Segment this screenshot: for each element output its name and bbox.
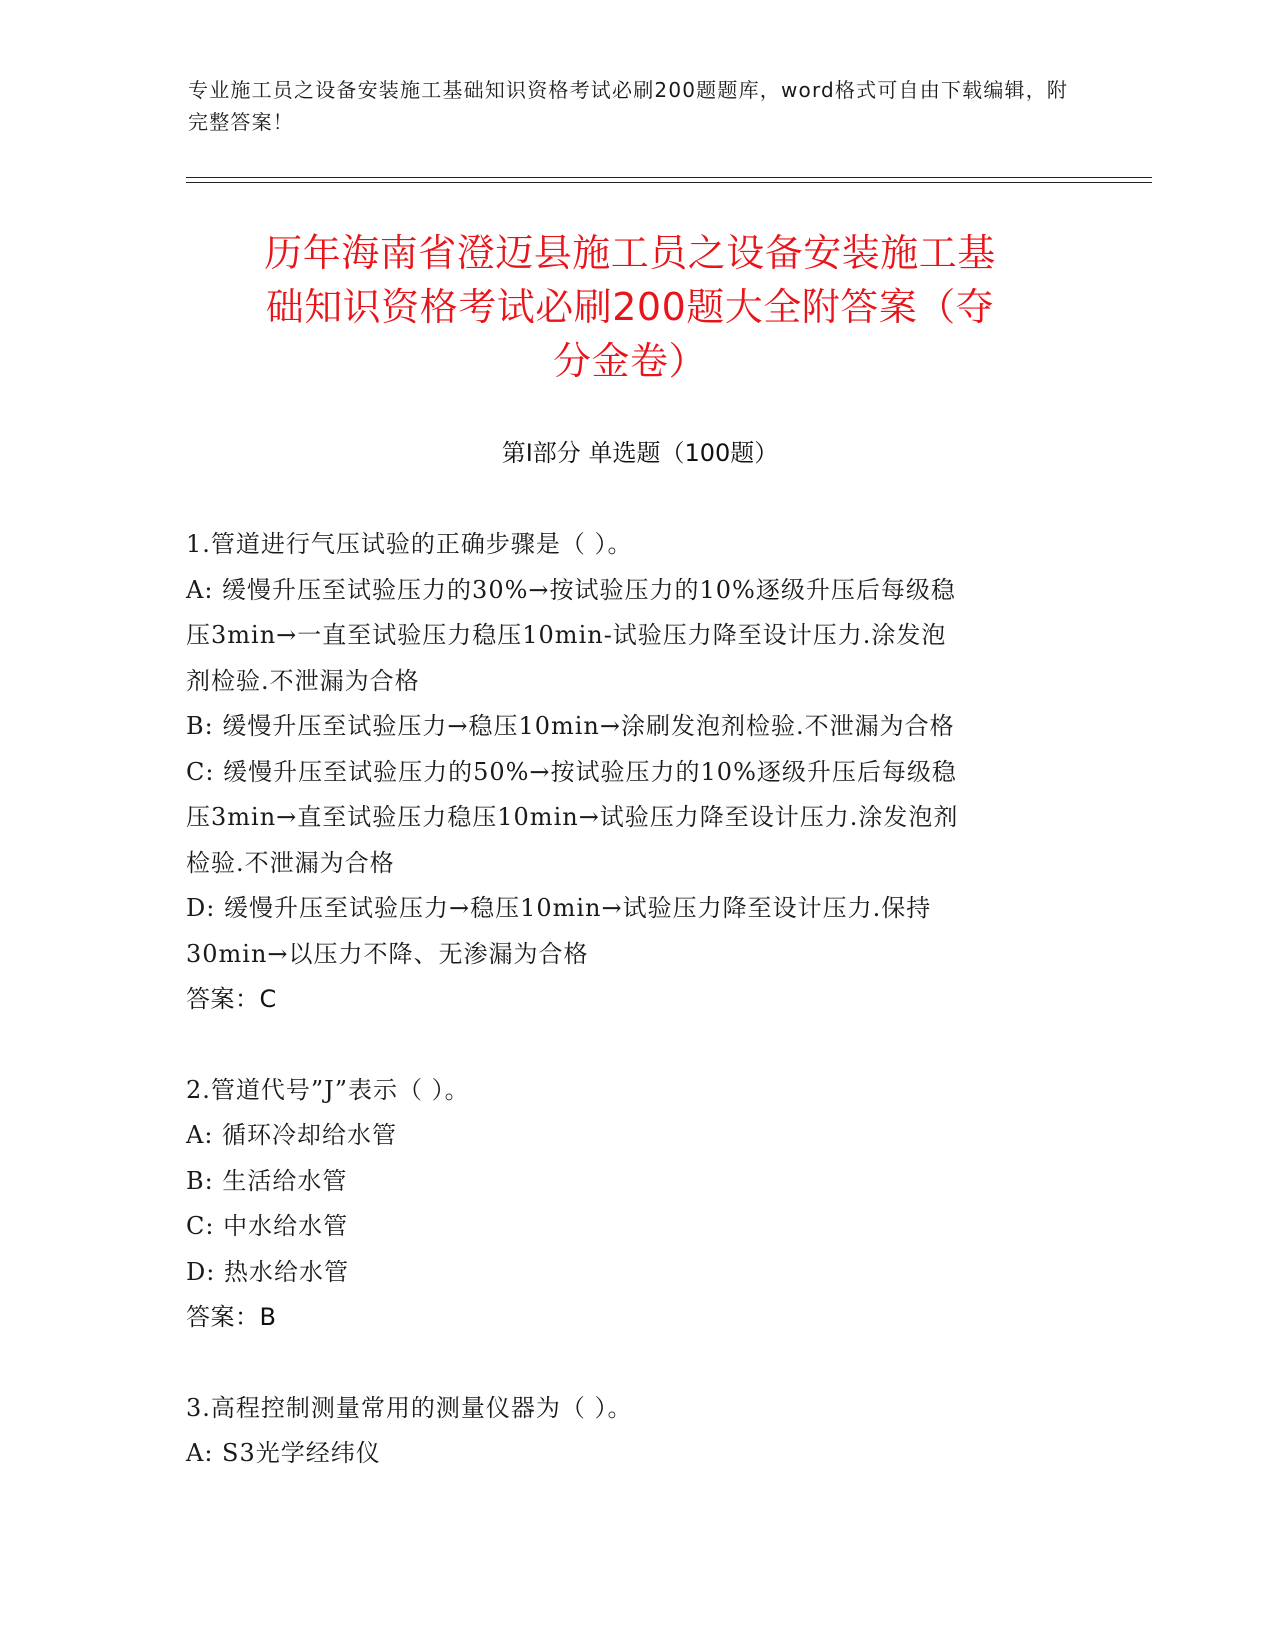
question-option: 压3min→直至试验压力稳压10min→试验压力降至设计压力.涂发泡剂 bbox=[186, 803, 959, 831]
header-divider-bottom bbox=[186, 182, 1152, 183]
header-divider-top bbox=[186, 177, 1152, 178]
question-option: B: 生活给水管 bbox=[186, 1166, 348, 1195]
question-option: C: 缓慢升压至试验压力的50%→按试验压力的10%逐级升压后每级稳 bbox=[186, 757, 957, 786]
question-option: D: 热水给水管 bbox=[186, 1257, 349, 1286]
question-stem: 1.管道进行气压试验的正确步骤是（ ）。 bbox=[186, 530, 633, 558]
question-option: A: S3光学经纬仪 bbox=[186, 1439, 381, 1467]
question-option: D: 缓慢升压至试验压力→稳压10min→试验压力降至设计压力.保持 bbox=[186, 894, 932, 922]
question-option: C: 中水给水管 bbox=[186, 1212, 349, 1240]
question-1 bbox=[186, 522, 1086, 1023]
title-line-2: 础知识资格考试必刷200题大全附答案（夺 bbox=[265, 285, 995, 329]
question-option: 30min→以压力不降、无渗漏为合格 bbox=[186, 939, 589, 968]
question-option: 剂检验.不泄漏为合格 bbox=[186, 666, 420, 695]
question-option: A: 缓慢升压至试验压力的30%→按试验压力的10%逐级升压后每级稳 bbox=[186, 575, 956, 604]
document-title bbox=[180, 226, 1080, 388]
question-option: B: 缓慢升压至试验压力→稳压10min→涂刷发泡剂检验.不泄漏为合格 bbox=[186, 712, 955, 740]
question-3 bbox=[186, 1386, 1086, 1477]
question-answer: 答案：B bbox=[186, 1303, 277, 1331]
section-title: 第Ⅰ部分 单选题（100题） bbox=[501, 439, 779, 467]
question-stem: 2.管道代号”J”表示（ ）。 bbox=[186, 1075, 470, 1104]
header-note: 专业施工员之设备安装施工基础知识资格考试必刷200题题库，word格式可自由下载编辑，附完整答案！ bbox=[188, 78, 1069, 134]
question-option: 压3min→一直至试验压力稳压10min-试验压力降至设计压力.涂发泡 bbox=[186, 621, 947, 649]
title-line-1: 历年海南省澄迈县施工员之设备安装施工基 bbox=[264, 231, 996, 275]
question-option: 检验.不泄漏为合格 bbox=[186, 848, 395, 877]
title-line-3: 分金卷） bbox=[552, 339, 707, 383]
question-2 bbox=[186, 1068, 1086, 1341]
question-option: A: 循环冷却给水管 bbox=[186, 1121, 398, 1149]
question-list bbox=[186, 522, 1086, 1522]
question-stem: 3.高程控制测量常用的测量仪器为（ ）。 bbox=[186, 1393, 633, 1422]
question-answer: 答案：C bbox=[186, 985, 277, 1013]
